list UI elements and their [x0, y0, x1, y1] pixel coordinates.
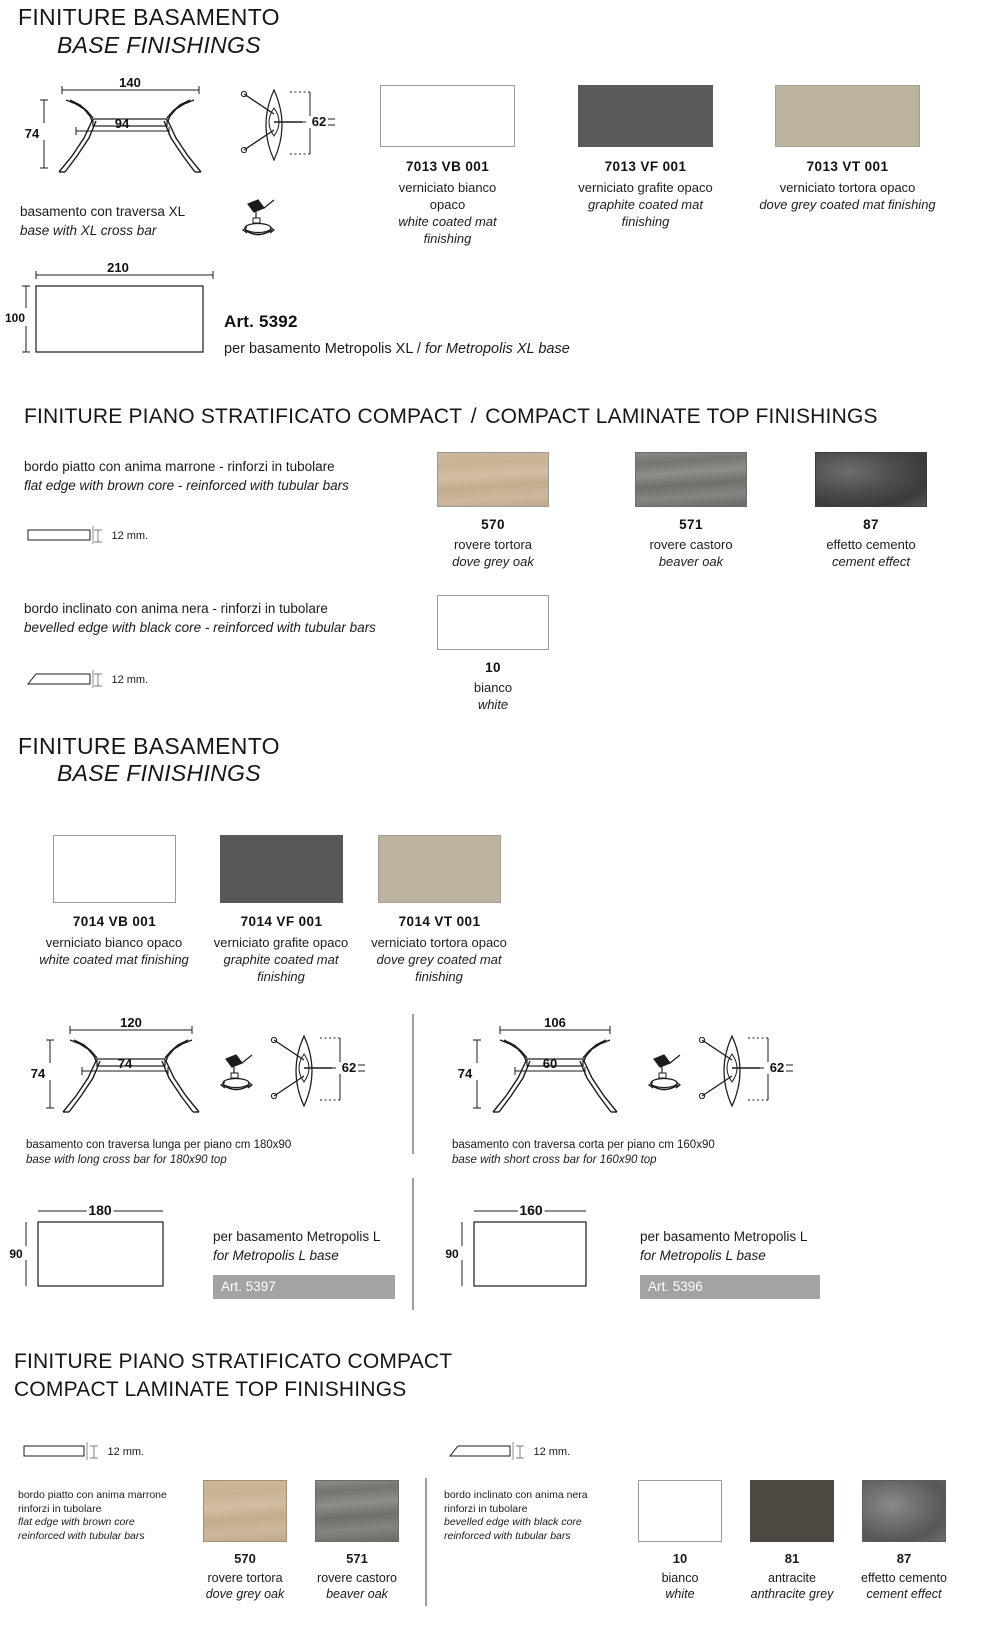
swatch-7013-vf[interactable]: 7013 VF 001 verniciato grafite opaco graphite coated mat finishing: [578, 85, 713, 230]
svg-text:180: 180: [88, 1202, 112, 1218]
swivel-icon: [234, 198, 290, 244]
base-xl-caption: basamento con traversa XL base with XL cross bar: [20, 204, 186, 238]
svg-text:62: 62: [769, 1060, 785, 1075]
swatch-570-bottom[interactable]: 570 rovere tortora dove grey oak: [203, 1480, 287, 1603]
swatch-571-bottom[interactable]: 571 rovere castoro beaver oak: [315, 1480, 399, 1603]
svg-text:160: 160: [519, 1202, 543, 1218]
swatch-color-7014-vf: [220, 835, 343, 903]
art-5397-bar: Art. 5397: [213, 1275, 395, 1299]
swatch-color-570-bottom: [203, 1480, 287, 1542]
divider-drawings: [412, 1014, 414, 1154]
swatch-10-top[interactable]: 10 bianco white: [437, 595, 549, 713]
section-laminate-top-title: FINITURE PIANO STRATIFICATO COMPACT / COMPACT LAMINATE TOP FINISHINGS: [24, 405, 878, 428]
swatch-7013-vt[interactable]: 7013 VT 001 verniciato tortora opaco dove grey coated mat finishing: [775, 85, 920, 213]
svg-text:74: 74: [117, 1056, 133, 1071]
svg-text:100: 100: [4, 311, 26, 325]
svg-text:94: 94: [114, 116, 130, 131]
flat-edge-description-bottom: bordo piatto con anima marrone rinforzi in tubolare flat edge with brown core reinforced with tubular bars: [18, 1489, 167, 1542]
svg-text:74: 74: [457, 1066, 473, 1081]
swatch-87-bottom[interactable]: 87 effetto cemento cement effect: [862, 1480, 946, 1603]
bevel-edge-thickness-bottom: 12 mm.: [533, 1445, 571, 1458]
swatch-570-top[interactable]: 570 rovere tortora dove grey oak: [437, 452, 549, 570]
svg-text:90: 90: [9, 1247, 23, 1261]
section-base-top-title-en: BASE FINISHINGS: [57, 32, 261, 58]
swivel-icon-right: [640, 1053, 692, 1099]
base-xl-front-drawing: [14, 75, 229, 183]
base-l-short-side-drawing: [690, 1026, 800, 1116]
bevel-edge-description-bottom: bordo inclinato con anima nera rinforzi in tubolare bevelled edge with black core reinforced with tubular bars: [444, 1489, 588, 1542]
bevel-edge-profile-icon-bottom: [448, 1440, 518, 1462]
swatch-color-81-bottom: [750, 1480, 834, 1542]
plate-160x90-drawing: [436, 1198, 636, 1298]
swatch-color-570-top: [437, 452, 549, 507]
base-l-long-side-drawing: [262, 1026, 372, 1116]
swatch-color-7014-vb: [53, 835, 176, 903]
top-plate-5392-drawing: [4, 260, 223, 367]
swatch-color-87-top: [815, 452, 927, 507]
svg-text:90: 90: [445, 1247, 459, 1261]
base-xl-side-drawing: [232, 80, 342, 170]
base-l-long-front-drawing: [20, 1015, 235, 1123]
base-l-short-caption: basamento con traversa corta per piano cm 160x90 base with short cross bar for 160x90 top: [452, 1139, 715, 1167]
svg-text:74: 74: [30, 1066, 46, 1081]
swatch-7014-vb[interactable]: 7014 VB 001 verniciato bianco opaco white coated mat finishing: [53, 835, 176, 968]
swatch-87-top[interactable]: 87 effetto cemento cement effect: [815, 452, 927, 570]
plate-180x90-drawing: [8, 1198, 208, 1298]
flat-edge-thickness-bottom: 12 mm.: [107, 1445, 145, 1458]
flat-edge-description: bordo piatto con anima marrone - rinforzi in tubolare flat edge with brown core - reinforced with tubular bars: [24, 459, 349, 493]
swatch-color-7013-vb: [380, 85, 515, 147]
bevel-edge-profile-icon: [26, 668, 96, 690]
swatch-color-10-top: [437, 595, 549, 650]
bevel-edge-thickness: 12 mm.: [111, 673, 149, 686]
svg-text:62: 62: [311, 114, 327, 129]
art-5396-bar: Art. 5396: [640, 1275, 820, 1299]
art-5392-desc: per basamento Metropolis XL / for Metropolis XL base: [224, 341, 570, 357]
swatch-color-10-bottom: [638, 1480, 722, 1542]
swatch-7013-vb[interactable]: 7013 VB 001 verniciato bianco opaco white coated mat finishing: [380, 85, 515, 248]
swatch-color-7013-vt: [775, 85, 920, 147]
divider-laminate-bottom: [425, 1478, 427, 1606]
base-l-long-caption: basamento con traversa lunga per piano cm 180x90 base with long cross bar for 180x90 top: [26, 1139, 292, 1167]
section-base-bottom-title-it: FINITURE BASAMENTO: [18, 733, 280, 759]
divider-plates: [412, 1178, 414, 1310]
plate-180x90-desc: per basamento Metropolis L for Metropolis L base: [213, 1229, 381, 1263]
swatch-10-bottom[interactable]: 10 bianco white: [638, 1480, 722, 1603]
svg-text:140: 140: [119, 75, 141, 90]
svg-text:62: 62: [341, 1060, 357, 1075]
art-5392-block: Art. 5392 per basamento Metropolis XL / for Metropolis XL base: [224, 312, 570, 357]
section-laminate-bottom-title-it: FINITURE PIANO STRATIFICATO COMPACT: [14, 1350, 453, 1373]
swatch-color-7013-vf: [578, 85, 713, 147]
swatch-571-top[interactable]: 571 rovere castoro beaver oak: [635, 452, 747, 570]
swatch-color-7014-vt: [378, 835, 501, 903]
swatch-81-bottom[interactable]: 81 antracite anthracite grey: [750, 1480, 834, 1603]
swatch-color-571-top: [635, 452, 747, 507]
section-base-top-title-it: FINITURE BASAMENTO: [18, 4, 280, 30]
swatch-7014-vf[interactable]: 7014 VF 001 verniciato grafite opaco graphite coated mat finishing: [220, 835, 343, 985]
base-l-short-front-drawing: [445, 1015, 660, 1123]
flat-edge-thickness: 12 mm.: [111, 529, 149, 542]
flat-edge-profile-icon: [26, 524, 96, 546]
svg-text:120: 120: [120, 1015, 142, 1030]
svg-text:106: 106: [544, 1015, 566, 1030]
svg-text:210: 210: [107, 260, 129, 275]
swatch-7014-vt[interactable]: 7014 VT 001 verniciato tortora opaco dove grey coated mat finishing: [378, 835, 501, 985]
swatch-color-571-bottom: [315, 1480, 399, 1542]
swivel-icon-left: [212, 1053, 264, 1099]
bevel-edge-description: bordo inclinato con anima nera - rinforzi in tubolare bevelled edge with black core - reinforced with tubular bars: [24, 601, 376, 635]
flat-edge-profile-icon-bottom: [22, 1440, 92, 1462]
swatch-color-87-bottom: [862, 1480, 946, 1542]
section-laminate-bottom-title-en: COMPACT LAMINATE TOP FINISHINGS: [14, 1378, 407, 1401]
section-base-bottom-title-en: BASE FINISHINGS: [57, 760, 261, 786]
svg-text:60: 60: [542, 1056, 558, 1071]
plate-160x90-desc: per basamento Metropolis L for Metropolis L base: [640, 1229, 808, 1263]
svg-text:74: 74: [24, 126, 40, 141]
